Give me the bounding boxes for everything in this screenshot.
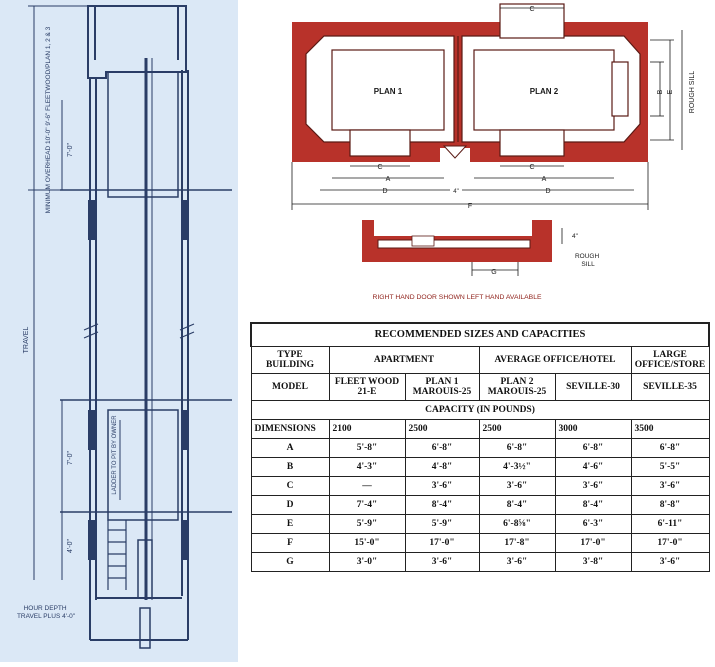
- capacity-col-2: 2500: [405, 420, 479, 439]
- table-cell: 3'-6": [555, 477, 631, 496]
- table-cell: 6'-8": [405, 439, 479, 458]
- dim-4ft-label: 4'-0": [67, 539, 74, 553]
- capacity-col-4: 3000: [555, 420, 631, 439]
- table-row: [251, 553, 709, 572]
- svg-text:LADDER TO PIT BY OWNER: [112, 415, 118, 495]
- dim-7ft-label: 7'-0": [67, 143, 74, 157]
- table-cell: 8'-4": [555, 496, 631, 515]
- capacity-col-5: 3500: [631, 420, 709, 439]
- table-row: [251, 458, 709, 477]
- dim-f: F: [467, 203, 473, 210]
- table-cell: 3'-6": [405, 477, 479, 496]
- plan-drawing: [262, 0, 712, 312]
- rough-sill-label: ROUGH SILL: [574, 253, 600, 268]
- table-cell: 15'-0": [329, 534, 405, 553]
- table-cell: 17'-0": [405, 534, 479, 553]
- ladder-note: LADDER TO PIT BY OWNER: [112, 415, 118, 495]
- dim-a-right: A: [541, 176, 547, 183]
- dim-e: E: [667, 89, 674, 95]
- building-type-large-office: LARGE OFFICE/STORE: [631, 347, 709, 374]
- table-cell: 6'-3": [555, 515, 631, 534]
- dimensions-label: DIMENSIONS: [251, 420, 329, 439]
- table-title: RECOMMENDED SIZES AND CAPACITIES: [251, 323, 709, 347]
- plan1-label: PLAN 1: [373, 87, 403, 96]
- model-col-1: FLEET WOOD 21-E: [329, 374, 405, 401]
- capacity-table-wrap: [250, 322, 708, 572]
- travel-label: TRAVEL: [23, 326, 30, 354]
- model-col-3: PLAN 2 MAROUIS-25: [479, 374, 555, 401]
- sill-4in: 4": [572, 233, 578, 240]
- door-note: RIGHT HAND DOOR SHOWN LEFT HAND AVAILABLE: [372, 294, 542, 301]
- svg-text:MINIMUM OVERHEAD 10'-0" 9'-6": [45, 26, 52, 213]
- capacity-table: [250, 322, 710, 572]
- table-cell: 5'-5": [631, 458, 709, 477]
- svg-text:7'-0": [67, 451, 74, 465]
- model-col-5: SEVILLE-35: [631, 374, 709, 401]
- plan2-door: [500, 130, 564, 156]
- table-row: [251, 439, 709, 458]
- svg-text:4'-0": [67, 539, 74, 553]
- dim-row-label: A: [251, 439, 329, 458]
- table-cell: 3'-8": [555, 553, 631, 572]
- table-cell: 5'-9": [329, 515, 405, 534]
- side-rough-sill: ROUGH SILL: [689, 70, 696, 114]
- plan1-door: [350, 130, 410, 156]
- table-cell: 5'-8": [329, 439, 405, 458]
- table-cell: 8'-4": [405, 496, 479, 515]
- dim-c-top: C: [529, 6, 535, 13]
- capacity-col-3: 2500: [479, 420, 555, 439]
- side-door: [612, 62, 628, 116]
- table-cell: 6'-11": [631, 515, 709, 534]
- table-cell: 4'-6": [555, 458, 631, 477]
- table-cell: —: [329, 477, 405, 496]
- model-label: MODEL: [251, 374, 329, 401]
- table-cell: 4'-8": [405, 458, 479, 477]
- capacity-label: CAPACITY (IN POUNDS): [251, 401, 709, 420]
- table-cell: 3'-6": [479, 553, 555, 572]
- svg-text:TRAVEL: [23, 327, 30, 354]
- building-type-office-hotel: AVERAGE OFFICE/HOTEL: [479, 347, 631, 374]
- gap-label: 4": [453, 189, 459, 195]
- table-cell: 3'-0": [329, 553, 405, 572]
- dim-row-label: F: [251, 534, 329, 553]
- model-col-2: PLAN 1 MAROUIS-25: [405, 374, 479, 401]
- building-type-apartment: APARTMENT: [329, 347, 479, 374]
- table-row: [251, 477, 709, 496]
- sill-detail: [362, 220, 562, 276]
- table-cell: 8'-4": [479, 496, 555, 515]
- blueprint-background: [0, 0, 238, 662]
- table-cell: 17'-0": [555, 534, 631, 553]
- table-cell: 3'-6": [479, 477, 555, 496]
- table-cell: 4'-3½": [479, 458, 555, 477]
- dim-row-label: C: [251, 477, 329, 496]
- plan-view: [262, 0, 712, 312]
- table-row: [251, 515, 709, 534]
- dim-row-label: D: [251, 496, 329, 515]
- plan2-label: PLAN 2: [529, 87, 559, 96]
- table-cell: 6'-8": [631, 439, 709, 458]
- type-building-label: TYPE BUILDING: [251, 347, 329, 374]
- dim-d-left: D: [382, 188, 388, 195]
- table-cell: 8'-8": [631, 496, 709, 515]
- dim-g: G: [491, 269, 497, 276]
- table-cell: 17'-0": [631, 534, 709, 553]
- dim-row-label: B: [251, 458, 329, 477]
- table-cell: 6'-8⅝": [479, 515, 555, 534]
- dim-b: B: [657, 89, 664, 95]
- table-cell: 7'-4": [329, 496, 405, 515]
- dim-row-label: G: [251, 553, 329, 572]
- dim-row-label: E: [251, 515, 329, 534]
- table-cell: 3'-6": [631, 553, 709, 572]
- dim-c-left: C: [377, 164, 383, 171]
- capacity-col-1: 2100: [329, 420, 405, 439]
- overhead-label: MINIMUM OVERHEAD 10'-0" 9'-6" FLEETWOOD/PLAN 1, 2 & 3: [45, 26, 52, 214]
- dim-c-right: C: [529, 164, 535, 171]
- elevation-drawing: [0, 0, 238, 662]
- table-row: [251, 534, 709, 553]
- table-cell: 4'-3": [329, 458, 405, 477]
- table-cell: 3'-6": [631, 477, 709, 496]
- shaft-elevation: [0, 0, 238, 662]
- dim-a-left: A: [385, 176, 391, 183]
- table-cell: 5'-9": [405, 515, 479, 534]
- table-cell: 6'-8": [479, 439, 555, 458]
- table-row: [251, 496, 709, 515]
- dim-d-right: D: [545, 188, 551, 195]
- table-cell: 6'-8": [555, 439, 631, 458]
- svg-text:7'-0": [67, 143, 74, 157]
- table-cell: 3'-6": [405, 553, 479, 572]
- hour-depth-label: HOUR DEPTH TRAVEL PLUS 4'-0": [16, 605, 76, 620]
- model-col-4: SEVILLE-30: [555, 374, 631, 401]
- dim-7ft-lower-label: 7'-0": [67, 451, 74, 465]
- table-cell: 17'-8": [479, 534, 555, 553]
